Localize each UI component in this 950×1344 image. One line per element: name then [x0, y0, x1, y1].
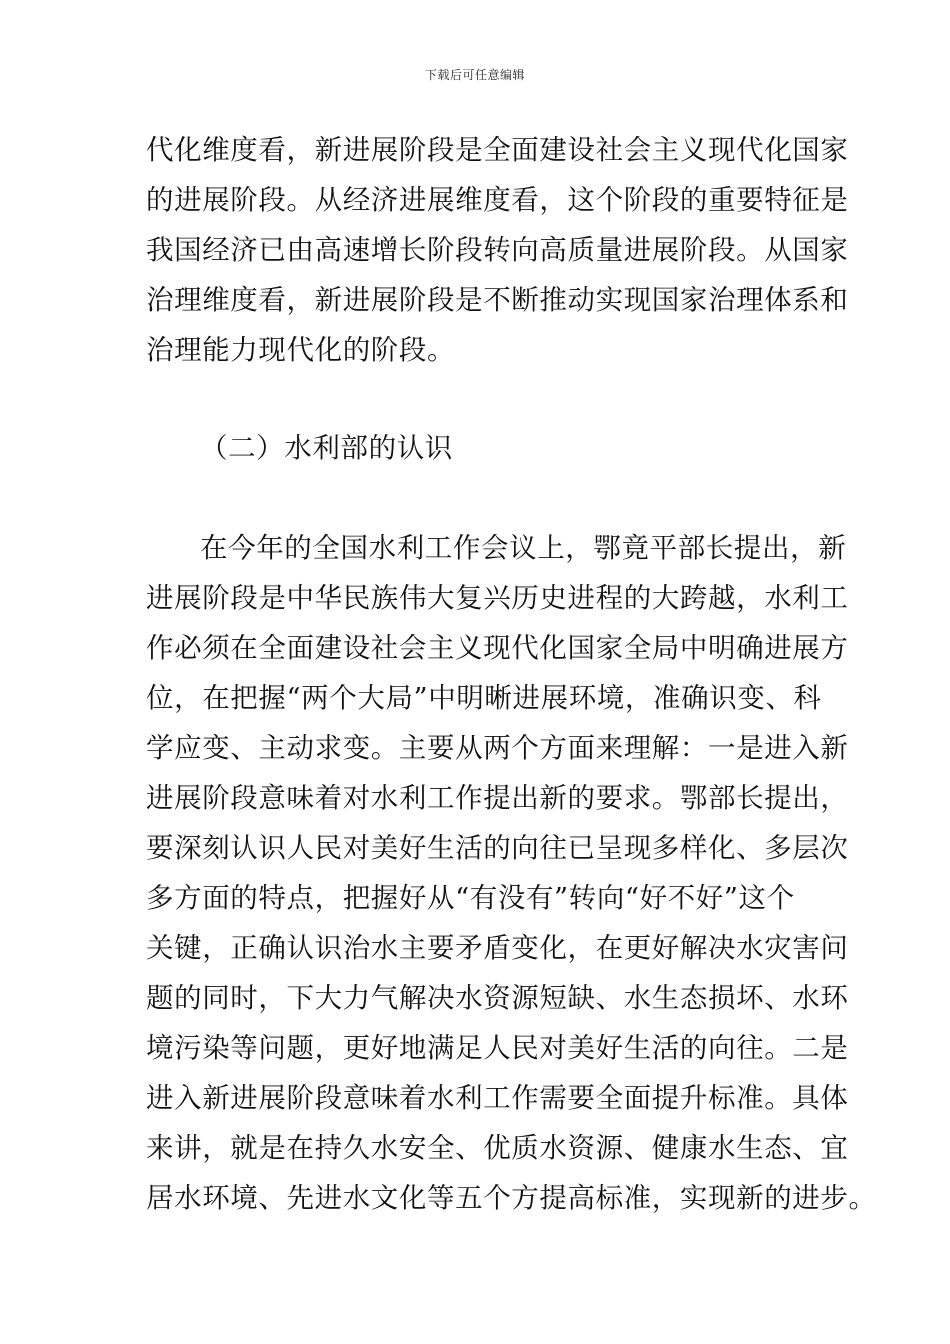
text-line: 题的同时，下大力气解决水资源短缺、水生态损坏、水环 — [146, 982, 849, 1014]
page-header-note: 下载后可任意编辑 — [424, 68, 525, 82]
text-line: 治理维度看，新进展阶段是不断推动实现国家治理体系和 — [146, 284, 849, 316]
text-line: 的进展阶段。从经济进展维度看，这个阶段的重要特征是 — [146, 184, 849, 216]
text-line: 我国经济已由高速增长阶段转向高质量进展阶段。从国家 — [146, 234, 849, 266]
text-line: 进展阶段是中华民族伟大复兴历史进程的大跨越，水利工 — [146, 582, 849, 614]
text-line: 境污染等问题，更好地满足人民对美好生活的向往。二是 — [146, 1032, 849, 1064]
text-line: 作必须在全面建设社会主义现代化国家全局中明确进展方 — [146, 632, 849, 664]
text-line: 要深刻认识人民对美好生活的向往已呈现多样化、多层次 — [146, 832, 849, 864]
text-line: 治理能力现代化的阶段。 — [146, 334, 456, 366]
text-line: 关键，正确认识治水主要矛盾变化，在更好解决水灾害问 — [146, 932, 849, 964]
text-line: 进展阶段意味着对水利工作提出新的要求。鄂部长提出， — [146, 782, 849, 814]
text-line: 在今年的全国水利工作会议上，鄂竟平部长提出，新 — [200, 532, 847, 564]
text-line: 来讲，就是在持久水安全、优质水资源、健康水生态、宜 — [146, 1132, 849, 1164]
text-line: 代化维度看，新进展阶段是全面建设社会主义现代化国家 — [146, 134, 849, 166]
text-line: 位，在把握“两个大局”中明晰进展环境，准确识变、科 — [146, 682, 822, 714]
text-line: 学应变、主动求变。主要从两个方面来理解：一是进入新 — [146, 732, 849, 764]
text-line: 进入新进展阶段意味着水利工作需要全面提升标准。具体 — [146, 1082, 849, 1114]
section-heading: （二）水利部的认识 — [200, 432, 453, 464]
text-line: 居水环境、先进水文化等五个方提高标准，实现新的进步。 — [146, 1182, 877, 1214]
text-line: 多方面的特点，把握好从“有没有”转向“好不好”这个 — [146, 882, 795, 914]
